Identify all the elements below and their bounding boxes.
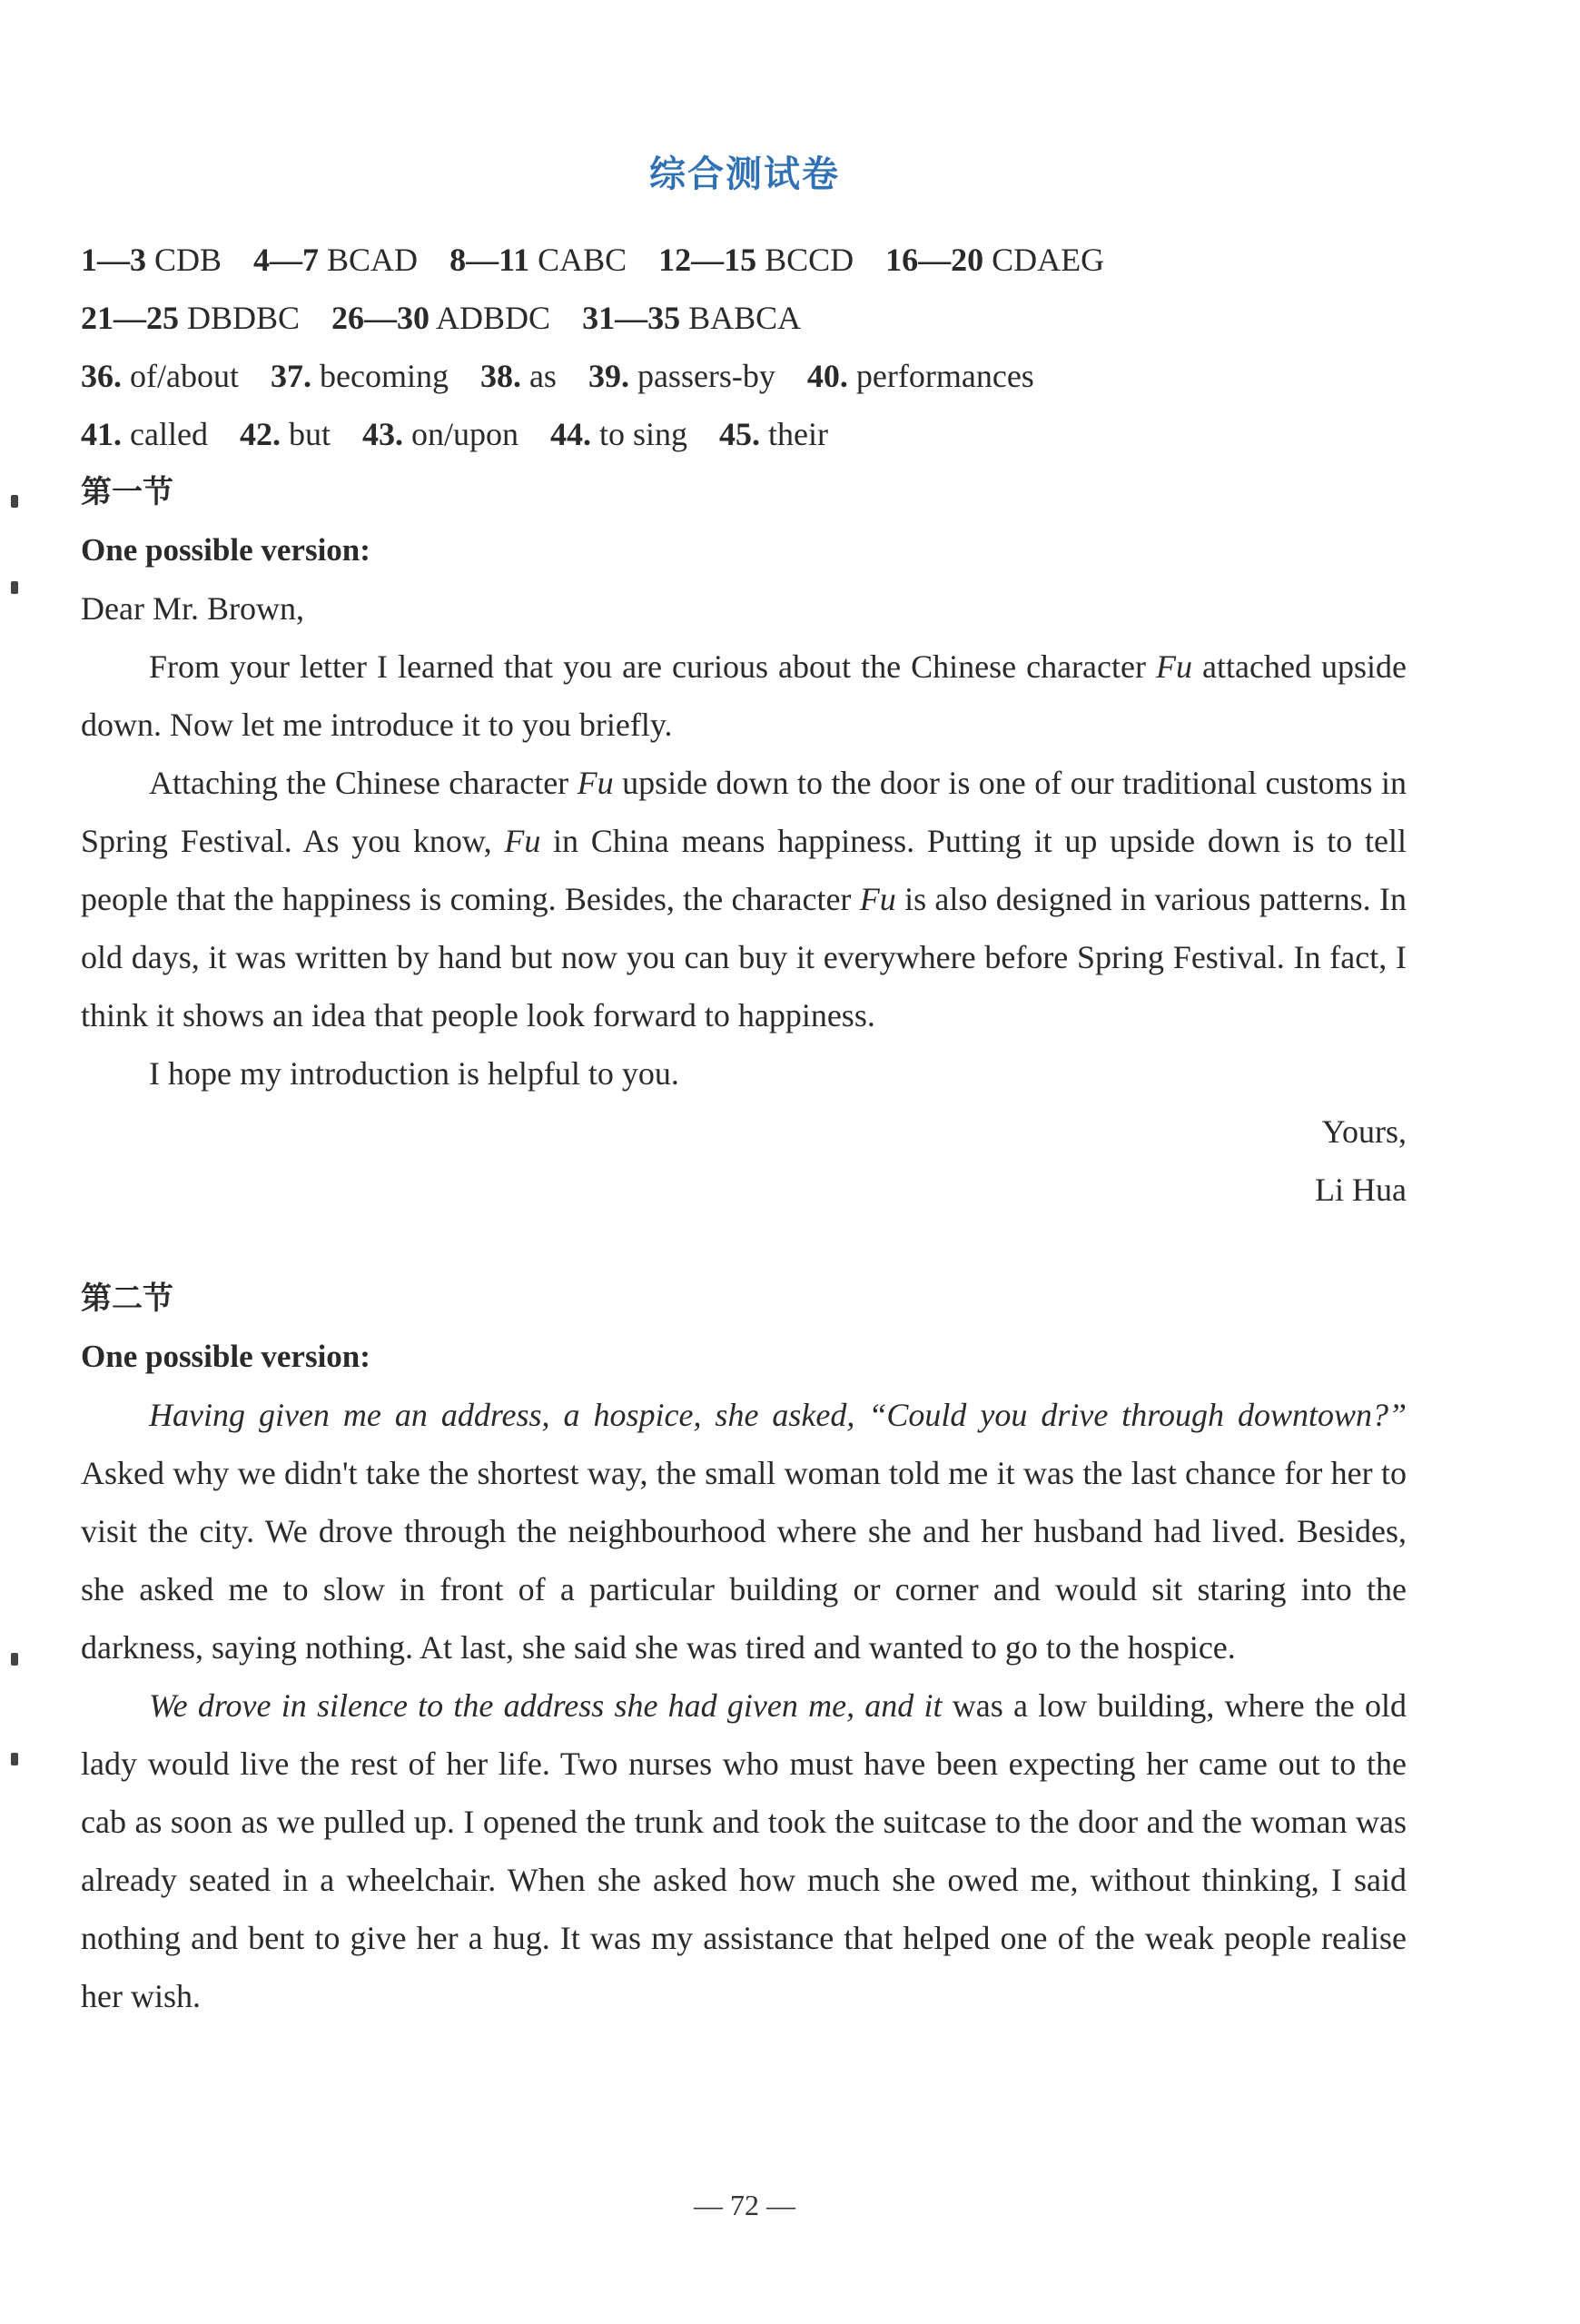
letter-paragraph-2: Attaching the Chinese character Fu upside down to the door is one of our traditional customs in Spring Festival. As you know, Fu in China means happiness. Putting it up upside down is to tell people that the happiness is coming. Besides, the character Fu is also designed in various patterns. In old days, it was written by hand but now you can buy it everywhere before Spring Festival. In fact, I think it shows an idea that people look forward to happiness. bbox=[81, 765, 1407, 1033]
page-title: 综合测试卷 bbox=[649, 153, 840, 195]
answer-item: 38. as bbox=[479, 358, 557, 394]
answer-item: 36. of/about bbox=[81, 358, 239, 394]
section1-letter bbox=[81, 579, 1407, 1219]
answers-line-1 bbox=[81, 242, 1407, 278]
answer-item: 4—7 BCAD bbox=[253, 242, 419, 278]
answer-item: 31—35 BABCA bbox=[582, 300, 802, 336]
letter-paragraph-3: I hope my introduction is helpful to you. bbox=[149, 1055, 679, 1092]
answer-item: 12—15 BCCD bbox=[658, 242, 854, 278]
margin-mark bbox=[11, 1753, 18, 1765]
margin-mark bbox=[11, 581, 18, 594]
section2-heading: 第二节 bbox=[81, 1281, 173, 1317]
story-paragraph-1: Having given me an address, a hospice, she asked, “Could you drive through downtown?” Asked why we didn't take the shortest way, the small woman told me it was the last chance for her to visit the city. We drove through the neighbourhood where she and her husband had lived. Besides, she asked me to slow in front of a particular building or corner and would sit staring into the darkness, saying nothing. At last, she said she was tired and wanted to go to the hospice. bbox=[81, 1397, 1407, 1666]
answer-item: 40. performances bbox=[806, 358, 1034, 394]
answer-item: 26—30 ADBDC bbox=[331, 300, 551, 336]
page-number: — 72 — bbox=[694, 2189, 795, 2221]
answers-line-2 bbox=[81, 300, 1407, 336]
story-paragraph-2: We drove in silence to the address she had given me, and it was a low building, where the old lady would live the rest of her life. Two nurses who must have been expecting her came out to the cab as soon as we pulled up. I opened the trunk and took the suitcase to the door and the woman was already seated in a wheelchair. When she asked how much she owed me, without thinking, I said nothing and bent to give her a hug. It was my assistance that helped one of the weak people realise her wish. bbox=[81, 1687, 1407, 2014]
answers-line-4 bbox=[81, 416, 1407, 452]
answer-item: 41. called bbox=[81, 416, 208, 452]
section1-subhead: One possible version: bbox=[81, 532, 370, 568]
answer-item: 44. to sing bbox=[549, 416, 687, 452]
answer-item: 39. passers-by bbox=[588, 358, 775, 394]
answer-item: 16—20 CDAEG bbox=[885, 242, 1105, 278]
answer-item: 37. becoming bbox=[270, 358, 449, 394]
answer-item: 21—25 DBDBC bbox=[81, 300, 301, 336]
answers-line-3 bbox=[81, 358, 1407, 394]
section2-subhead: One possible version: bbox=[81, 1339, 370, 1374]
answer-item: 43. on/upon bbox=[361, 416, 518, 452]
closing: Yours, bbox=[1321, 1113, 1407, 1150]
answer-item: 8—11 CABC bbox=[449, 242, 627, 278]
answer-item: 42. but bbox=[239, 416, 331, 452]
answer-item: 1—3 CDB bbox=[81, 242, 222, 278]
signature: Li Hua bbox=[1315, 1172, 1407, 1208]
section2-story bbox=[81, 1386, 1407, 2025]
margin-mark bbox=[11, 1653, 18, 1666]
margin-mark bbox=[11, 495, 18, 508]
letter-paragraph-1: From your letter I learned that you are curious about the Chinese character Fu attached upside down. Now let me introduce it to you briefly. bbox=[81, 648, 1407, 743]
answer-item: 45. their bbox=[719, 416, 828, 452]
salutation: Dear Mr. Brown, bbox=[81, 590, 304, 627]
section1-heading: 第一节 bbox=[81, 474, 173, 510]
